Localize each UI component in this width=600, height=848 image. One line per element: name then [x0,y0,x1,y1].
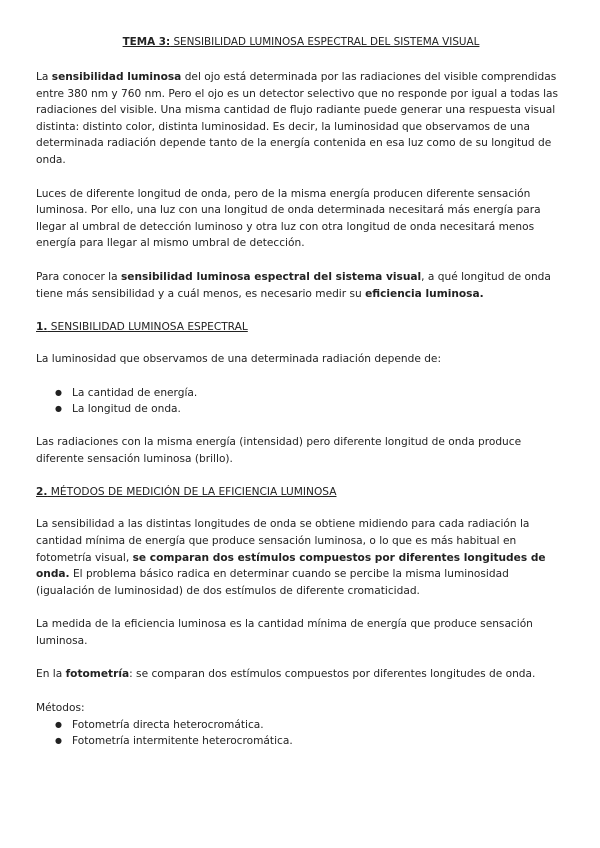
list-item: ● La longitud de onda. [72,401,566,417]
section-title: SENSIBILIDAD LUMINOSA ESPECTRAL [47,321,248,334]
paragraph-measurement [36,516,566,599]
list-item: ● La cantidad de energía. [72,385,566,401]
bullet-list-methods [36,717,566,749]
text: En la [36,668,66,681]
paragraph-sensitivity [36,269,566,302]
title-number: TEMA 3: [122,36,171,48]
bold-term: se comparan dos estímulos compuestos por diferentes longitudes de onda. [36,551,546,581]
bold-term: sensibilidad luminosa espectral del sistema visual [121,270,422,283]
paragraph-intro [36,69,566,169]
paragraph-luminosity: La luminosidad que observamos de una determinada radiación depende de: [36,353,442,366]
methods-label: Métodos: [36,702,85,715]
text: Para conocer la [36,270,121,283]
paragraph-photometry [36,666,566,683]
title-text: SENSIBILIDAD LUMINOSA ESPECTRAL DEL SISTEMA VISUAL [170,36,480,48]
bold-term: fotometría [65,668,130,681]
section-number: 2. [36,486,48,499]
section-number: 1. [36,321,48,334]
section-heading-1 [36,319,566,335]
bold-term: eficiencia luminosa. [365,287,484,300]
bullet-list-factors [36,385,566,417]
text: : se comparan dos estímulos compuestos por diferentes longitudes de onda. [129,668,536,681]
page-title [36,36,566,48]
list-item: ● Fotometría directa heterocromática. [72,717,566,733]
section-heading-2 [36,484,566,500]
paragraph-wavelength: Luces de diferente longitud de onda, pero de la misma energía producen diferente sensación luminosa. Por ello, una luz con una longitud de onda determinada necesitará más energía para llegar al umbral de detección luminoso y otra luz con otra longitud de onda necesitará menos energía para llegar al mismo umbral de detección. [36,187,541,250]
bold-term: sensibilidad luminosa [51,71,182,83]
text: del ojo está determinada por las radiaciones del visible comprendidas entre 380 nm y 760 nm. Pero el ojo es un detector selectivo que no responde por igual a todas las radiaciones del visible. Una misma cantidad de flujo radiante puede generar una respuesta visual distinta: distinto color, distinta luminosidad. Es decir, la luminosidad que observamos de una determinada radiación depende tanto de la energía contenida en esa luz como de su longitud de onda. [36,71,559,166]
section-title: MÉTODOS DE MEDICIÓN DE LA EFICIENCIA LUMINOSA [47,486,337,499]
paragraph-efficiency: La medida de la eficiencia luminosa es la cantidad mínima de energía que produce sensación luminosa. [36,618,533,647]
list-item: ● Fotometría intermitente heterocromática. [72,733,566,749]
text: El problema básico radica en determinar cuando se percibe la misma luminosidad (igualación de luminosidad) de dos estímulos de diferente cromaticidad. [36,568,509,597]
text: La sensibilidad a las distintas longitudes de onda se obtiene midiendo para cada radiación la cantidad mínima de energía que produce sensación luminosa, o lo que es más habitual en fotometría visual, [36,518,530,564]
paragraph-radiations: Las radiaciones con la misma energía (intensidad) pero diferente longitud de onda produce diferente sensación luminosa (brillo). [36,436,522,465]
text: La [36,71,52,83]
text: , a qué longitud de onda tiene más sensibilidad y a cuál menos, es necesario medir su [36,270,551,300]
